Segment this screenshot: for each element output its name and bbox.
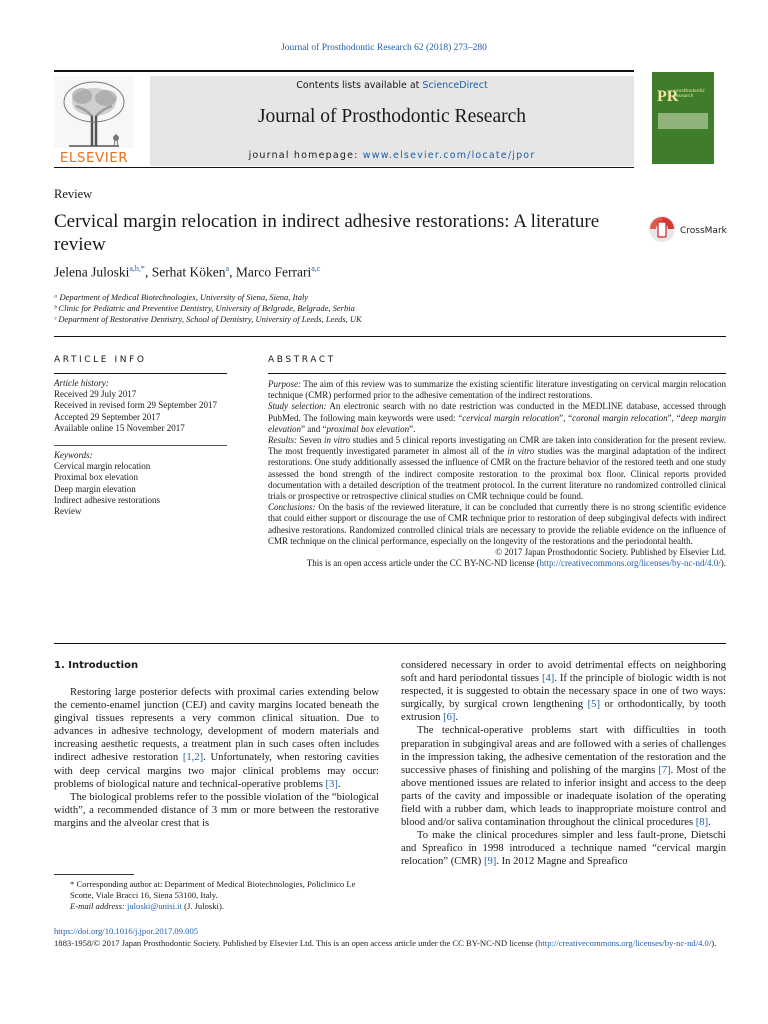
keyword: Indirect adhesive restorations [54, 494, 160, 505]
purpose-label: Purpose: [268, 379, 301, 389]
cover-abbrev: PR [657, 88, 679, 105]
author-sup: a,c [311, 264, 321, 273]
body-column-right [401, 659, 726, 869]
in-vitro: in vitro [507, 446, 535, 457]
body-text: considered necessary in order to avoid detrimental effects on neighboring soft and hard periodontal tissues [401, 660, 726, 685]
journal-citation-link[interactable]: Journal of Prosthodontic Research 62 (2018) 273–280 [281, 43, 487, 53]
license-prefix: This is an open access article under the CC BY-NC-ND license ( [306, 558, 540, 569]
email-label: E-mail address: [70, 901, 125, 911]
article-info-rule [54, 373, 227, 374]
history-item: Accepted 29 September 2017 [54, 411, 161, 422]
body-text: The technical-operative problems start with difficulties in tooth preparation in subgingival areas and are followed with a series of challenges in the impression taking, the adhesive cementation of the restoration and the successive phases of finishing and polishing of the margins [401, 725, 726, 776]
study-text: An electronic search with no date restriction was conducted in the MEDLINE database, accessed through PubMed. The following main keywords were used: “ [268, 401, 726, 423]
body-text: . If the principle of biologic width is not respected, it is suggested to obtain the necessary space in one of two ways: surgically, by surgical crown lengthening [401, 673, 726, 711]
results-text: studies was the marginal adaptation of the indirect restorations. One study additionally assessed the influence of CMR on the fracture behavior of the restored teeth and one study assessed the bond strength of the indirect composite restoration to the proximal box floor. Clinical reports provided documentation with a detailed description of the treatment protocol. In the current literature no randomized controlled clinical trials or prospective or retrospective clinical studies on CMR technique could be found. [268, 446, 726, 502]
article-info-header: ARTICLE INFO [54, 355, 147, 365]
email-link[interactable]: juloski@unisi.it [126, 901, 182, 911]
citation-link[interactable]: [7] [658, 764, 671, 776]
study-text: ”. [409, 423, 416, 434]
body-text: To make the clinical procedures simpler and less fault-prone, Dietschi and Spreafico in 1998 introduced a technique named “cervical margin relocation” (CMR) [401, 830, 726, 868]
homepage-prefix: journal homepage: [248, 150, 363, 161]
sciencedirect-link[interactable]: ScienceDirect [422, 80, 488, 91]
body-text: or orthodontically, by tooth extrusion [401, 699, 726, 724]
affiliation: ᵃ Department of Medical Biotechnologies, University of Siena, Siena, Italy [54, 292, 309, 302]
history-item: Received in revised form 29 September 2017 [54, 400, 217, 411]
issn-license-link[interactable]: http://creativecommons.org/licenses/by-nc-nd/4.0/ [538, 938, 712, 948]
email-line [54, 901, 379, 912]
journal-homepage [150, 150, 634, 161]
issn-suffix: ). [711, 938, 717, 948]
contents-line [150, 80, 634, 91]
license-suffix: ). [720, 558, 726, 569]
results-label: Results: [268, 435, 297, 446]
citation-link[interactable]: [5] [587, 699, 600, 711]
purpose-text: The aim of this review was to summarize the existing scientific literature investigating on cervical margin relocation technique (CMR) performed prior to the adhesive cementation of the indirect restorations. [268, 379, 726, 401]
body-text: . Unfortunately, when restoring cavities with deep cervical margins two major clinical problems may occur: problems of biological nature and technical-operative problems [54, 752, 379, 790]
study-label: Study selection: [268, 401, 327, 412]
results-text: Seven [297, 435, 324, 446]
abstract-body [268, 379, 726, 569]
conclusions-text: On the basis of the reviewed literature, it can be concluded that currently there is no strong scientific evidence that could either support or discourage the use of CMR technique prior to restoration of deep subgingival defects with indirect adhesive restorations. Randomized controlled clinical trials are necessary to provide the reliable evidence on the influence of CMR technique on the clinical performance, especially on the longevity of the restorations and the periodontal health. [268, 502, 726, 546]
body-text: . [337, 778, 341, 790]
body-paragraph [54, 686, 379, 791]
abstract-purpose [268, 379, 726, 401]
abstract-study-selection [268, 401, 726, 435]
affiliation: ᶜ Department of Restorative Dentistry, School of Dentistry, University of Leeds, Leeds, UK [54, 314, 362, 324]
study-text: ”, “ [667, 412, 681, 423]
article-title: Cervical margin relocation in indirect adhesive restorations: A literature review [54, 211, 600, 255]
footnote-rule [54, 874, 134, 875]
study-text: ” and “ [301, 423, 327, 434]
keywords-list [54, 450, 229, 517]
citation-link[interactable]: [1,2] [182, 752, 204, 764]
keywords-label: Keywords: [54, 450, 93, 460]
author-name[interactable]: Serhat Köken [151, 264, 226, 280]
body-text: . [455, 712, 459, 724]
citation-link[interactable]: [8] [695, 817, 709, 829]
article-type: Review [54, 187, 93, 201]
contents-prefix: Contents lists available at [296, 80, 423, 91]
abstract-conclusions [268, 502, 726, 547]
keyword: Proximal box elevation [54, 472, 138, 483]
history-item: Available online 15 November 2017 [54, 422, 185, 433]
abstract-license [268, 558, 726, 569]
abstract-rule [268, 373, 726, 374]
email-suffix: (J. Juloski). [181, 901, 224, 911]
history-label: Article history: [54, 378, 109, 388]
body-text: . Most of the above mentioned issues are related to inferior insight and access to the deep parts of the cavity and impossible or inadequate isolation of the operating field with a rubber dam, which leads to inappropriate moisture control and blood and/or saliva contamination throughout the clinical procedures [401, 764, 726, 829]
author-sup: a,b,* [129, 264, 145, 273]
author-name[interactable]: Jelena Juloski [54, 264, 130, 280]
section-heading-introduction: 1. Introduction [54, 660, 139, 671]
keyword: Review [54, 506, 82, 517]
keyword-coronal: coronal margin relocation [572, 412, 668, 423]
masthead-rule [54, 167, 634, 168]
elsevier-wordmark: ELSEVIER [59, 150, 129, 166]
article-history [54, 378, 229, 434]
journal-title: Journal of Prosthodontic Research [257, 106, 527, 127]
affiliation: ᵇ Clinic for Pediatric and Preventive Dentistry, University of Belgrade, Belgrade, Serbia [54, 303, 355, 313]
abstract-copyright: © 2017 Japan Prosthodontic Society. Published by Elsevier Ltd. [495, 547, 726, 558]
issn-prefix: 1883-1958/© 2017 Japan Prosthodontic Society. Published by Elsevier Ltd. This is an open access article under the CC BY-NC-ND license ( [54, 938, 539, 948]
keyword: Cervical margin relocation [54, 461, 151, 472]
conclusions-label: Conclusions: [268, 502, 316, 513]
body-text: . In 2012 Magne and Spreafico [496, 856, 628, 868]
keyword-cmr: cervical margin relocation [462, 412, 560, 423]
abstract-results [268, 435, 726, 502]
corresponding-author: * Corresponding author at: Department of Medical Biotechnologies, Policlinico Le Scotte, Viale Bracci 16, Siena 53100, Italy. [70, 879, 356, 900]
doi-link[interactable]: https://doi.org/10.1016/j.jpor.2017.09.005 [54, 926, 199, 936]
study-text: ”, “ [559, 412, 573, 423]
citation-link[interactable]: [3] [325, 778, 338, 790]
body-paragraph [401, 829, 726, 868]
corresponding-footnote [54, 879, 379, 912]
history-item: Received 29 July 2017 [54, 389, 137, 400]
body-column-left [54, 686, 379, 830]
crossmark-label[interactable]: CrossMark [680, 226, 727, 236]
citation-link[interactable]: [4] [541, 673, 555, 685]
author-list: Jelena Juloski$^{a,b,*}$, Serhat Köken$^a$, Marco Ferrari$^{a,c}$ [54, 264, 321, 280]
in-vitro: in vitro [323, 435, 351, 446]
keyword-proximal: proximal box elevation [326, 423, 410, 434]
body-text: . [708, 817, 711, 829]
keywords-rule [54, 445, 227, 446]
abstract-bottom-rule [54, 643, 726, 644]
header-rule [54, 70, 634, 72]
keyword-deep: deep margin elevation [268, 412, 726, 434]
abstract-header: ABSTRACT [268, 355, 336, 365]
body-paragraph [401, 724, 726, 829]
results-text: studies and 5 clinical reports investigating on CMR are taken into consideration for the present review. The most frequently investigated parameter in almost all of the [268, 435, 726, 457]
license-link[interactable]: http://creativecommons.org/licenses/by-nc-nd/4.0/ [539, 558, 721, 569]
author-name[interactable]: Marco Ferrari [235, 264, 312, 280]
cover-image [658, 113, 708, 129]
body-paragraph: The biological problems refer to the possible violation of the “biological width”, a recommended distance of 3 mm or more between the restorative margins and the alveolar crest that is [54, 791, 379, 829]
citation-link[interactable]: [6] [443, 712, 456, 724]
issn-line [54, 938, 726, 949]
crossmark-icon[interactable] [648, 215, 676, 243]
author-sup: a [225, 264, 230, 273]
citation-link[interactable]: [9] [483, 856, 497, 868]
cover-journal-name: prosthodontic research [674, 89, 706, 99]
affiliation-rule [54, 336, 726, 337]
body-paragraph [401, 659, 726, 724]
homepage-link[interactable]: www.elsevier.com/locate/jpor [362, 150, 536, 161]
keyword: Deep margin elevation [54, 483, 136, 494]
body-text: Restoring large posterior defects with proximal caries extending below the cemento-enamel junction (CEJ) and cavity margins located beneath the gingival tissues represents a very common clinical situation. Due to advances in adhesive technology, development of modern materials and increasing aesthetic requests, a treatment plan in such cases often includes indirect adhesive restoration [54, 687, 379, 764]
